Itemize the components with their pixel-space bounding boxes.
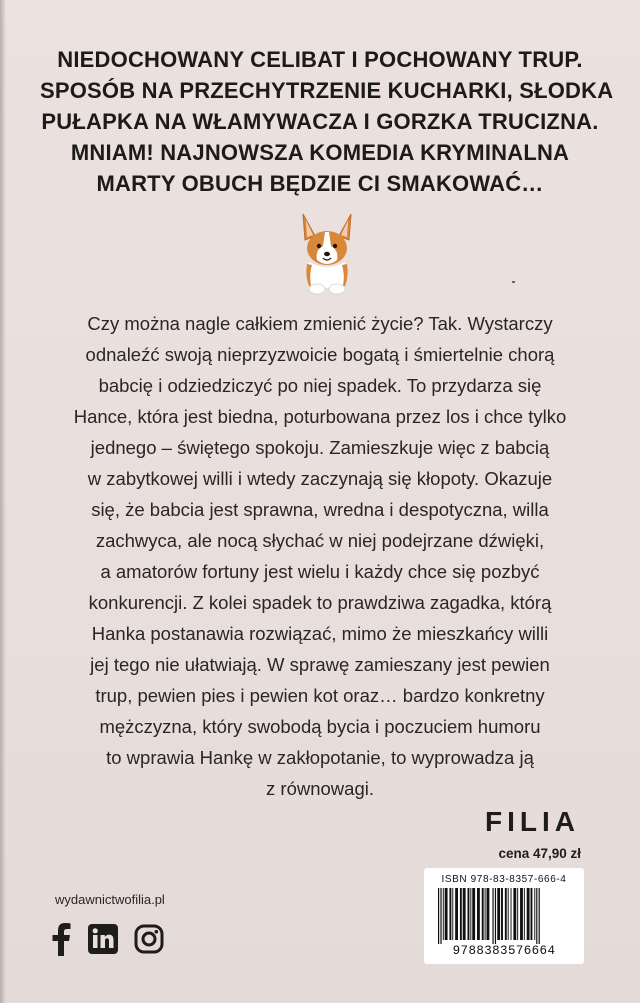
isbn-digits: 9788383576664: [452, 944, 556, 958]
barcode-bar: [445, 888, 448, 940]
barcode-bar: [505, 888, 507, 940]
blurb-line: a amatorów fortuny jest wielu i każdy chce się pozbyć: [100, 561, 540, 582]
blurb-text: [30, 308, 610, 804]
publisher-website: wydawnictwofilia.pl: [55, 892, 165, 907]
blurb-line: zachwyca, ale nocą słychać w niej podejrzane dźwięki,: [95, 530, 545, 551]
headline-line: NIEDOCHOWANY CELIBAT I POCHOWANY TRUP.: [57, 47, 583, 72]
headline-line: MARTY OBUCH BĘDZIE CI SMAKOWAĆ…: [96, 171, 544, 196]
barcode-bar: [511, 888, 512, 940]
barcode-bar: [524, 888, 525, 940]
page-edge-shadow: [0, 0, 6, 1003]
barcode-bar: [517, 888, 518, 940]
barcode-bar: [531, 888, 533, 940]
blurb-line: trup, pewien pies i pewien kot oraz… bardzo konkretny: [95, 685, 545, 706]
corgi-illustration: [295, 210, 359, 296]
blurb-line: w zabytkowej willi i wtedy zaczynają się kłopoty. Okazuje: [87, 468, 553, 489]
instagram-icon: [134, 924, 164, 954]
headline-line: SPOSÓB NA PRZECHYTRZENIE KUCHARKI, SŁODKA: [40, 78, 614, 103]
blurb-line: jej tego nie ułatwiają. W sprawę zamieszany jest pewien: [90, 654, 550, 675]
blurb-line: odnaleźć swoją nieprzyzwoicie bogatą i śmiertelnie chorą: [85, 344, 555, 365]
barcode-bar: [487, 888, 490, 940]
barcode-bar: [485, 888, 486, 940]
barcode-bar: [536, 888, 537, 944]
price-label: cena 47,90 zł: [498, 846, 581, 861]
barcode-bar: [495, 888, 496, 944]
blurb-line: mężczyzna, który swobodą bycia i poczuciem humoru: [99, 716, 541, 737]
linkedin-icon: [88, 924, 118, 954]
barcode-bar: [513, 888, 516, 940]
isbn-label: ISBN 978-83-8357-666-4: [441, 874, 567, 885]
barcode-bar: [482, 888, 484, 940]
blurb-line: babcię i odziedziczyć po niej spadek. To przydarza się: [98, 375, 542, 396]
blurb-line: z równowagi.: [266, 778, 374, 799]
blurb-line: Hance, która jest biedna, poturbowana przez los i chce tylko: [73, 406, 567, 427]
barcode-bar: [527, 888, 530, 940]
barcode-bar: [534, 888, 535, 940]
blurb-line: konkurencji. Z kolei spadek to prawdziwa zagadka, którą: [88, 592, 552, 613]
barcode-bar: [440, 888, 441, 944]
barcode-bar: [477, 888, 480, 940]
barcode-bar: [520, 888, 523, 940]
blurb-line: się, że babcia jest sprawna, wredna i despotyczna, willa: [91, 499, 549, 520]
barcode-bar: [449, 888, 451, 940]
barcode-bar: [501, 888, 503, 940]
barcode-bar: [508, 888, 509, 940]
barcode-bars: [436, 888, 572, 944]
barcode-bar: [438, 888, 439, 944]
blurb-line: Czy można nagle całkiem zmienić życie? Tak. Wystarczy: [87, 313, 553, 334]
barcode-bar: [460, 888, 462, 940]
barcode-bar: [492, 888, 493, 944]
barcode-bar: [539, 888, 540, 944]
blurb-line: jednego – świętego spokoju. Zamieszkuje więc z babcią: [90, 437, 550, 458]
barcode-bar: [452, 888, 453, 940]
barcode-bar: [463, 888, 466, 940]
facebook-icon: [50, 922, 72, 956]
barcode-bar: [468, 888, 470, 940]
isbn-barcode: [424, 868, 584, 964]
blurb-line: Hanka postanawia rozwiązać, mimo że mieszkańcy willi: [91, 623, 549, 644]
barcode-bar: [497, 888, 500, 940]
headline-line: PUŁAPKA NA WŁAMYWACZA I GORZKA TRUCIZNA.: [41, 109, 599, 134]
barcode-bar: [472, 888, 475, 940]
blurb-line: to wprawia Hankę w zakłopotanie, to wyprowadza ją: [106, 747, 534, 768]
barcode-bar: [455, 888, 458, 940]
headline-line: MNIAM! NAJNOWSZA KOMEDIA KRYMINALNA: [70, 140, 570, 165]
publisher-logo: FILIA: [485, 806, 580, 837]
print-speck: [512, 281, 515, 283]
headline: [40, 44, 614, 199]
barcode-bar: [470, 888, 471, 940]
barcode-bar: [443, 888, 444, 940]
